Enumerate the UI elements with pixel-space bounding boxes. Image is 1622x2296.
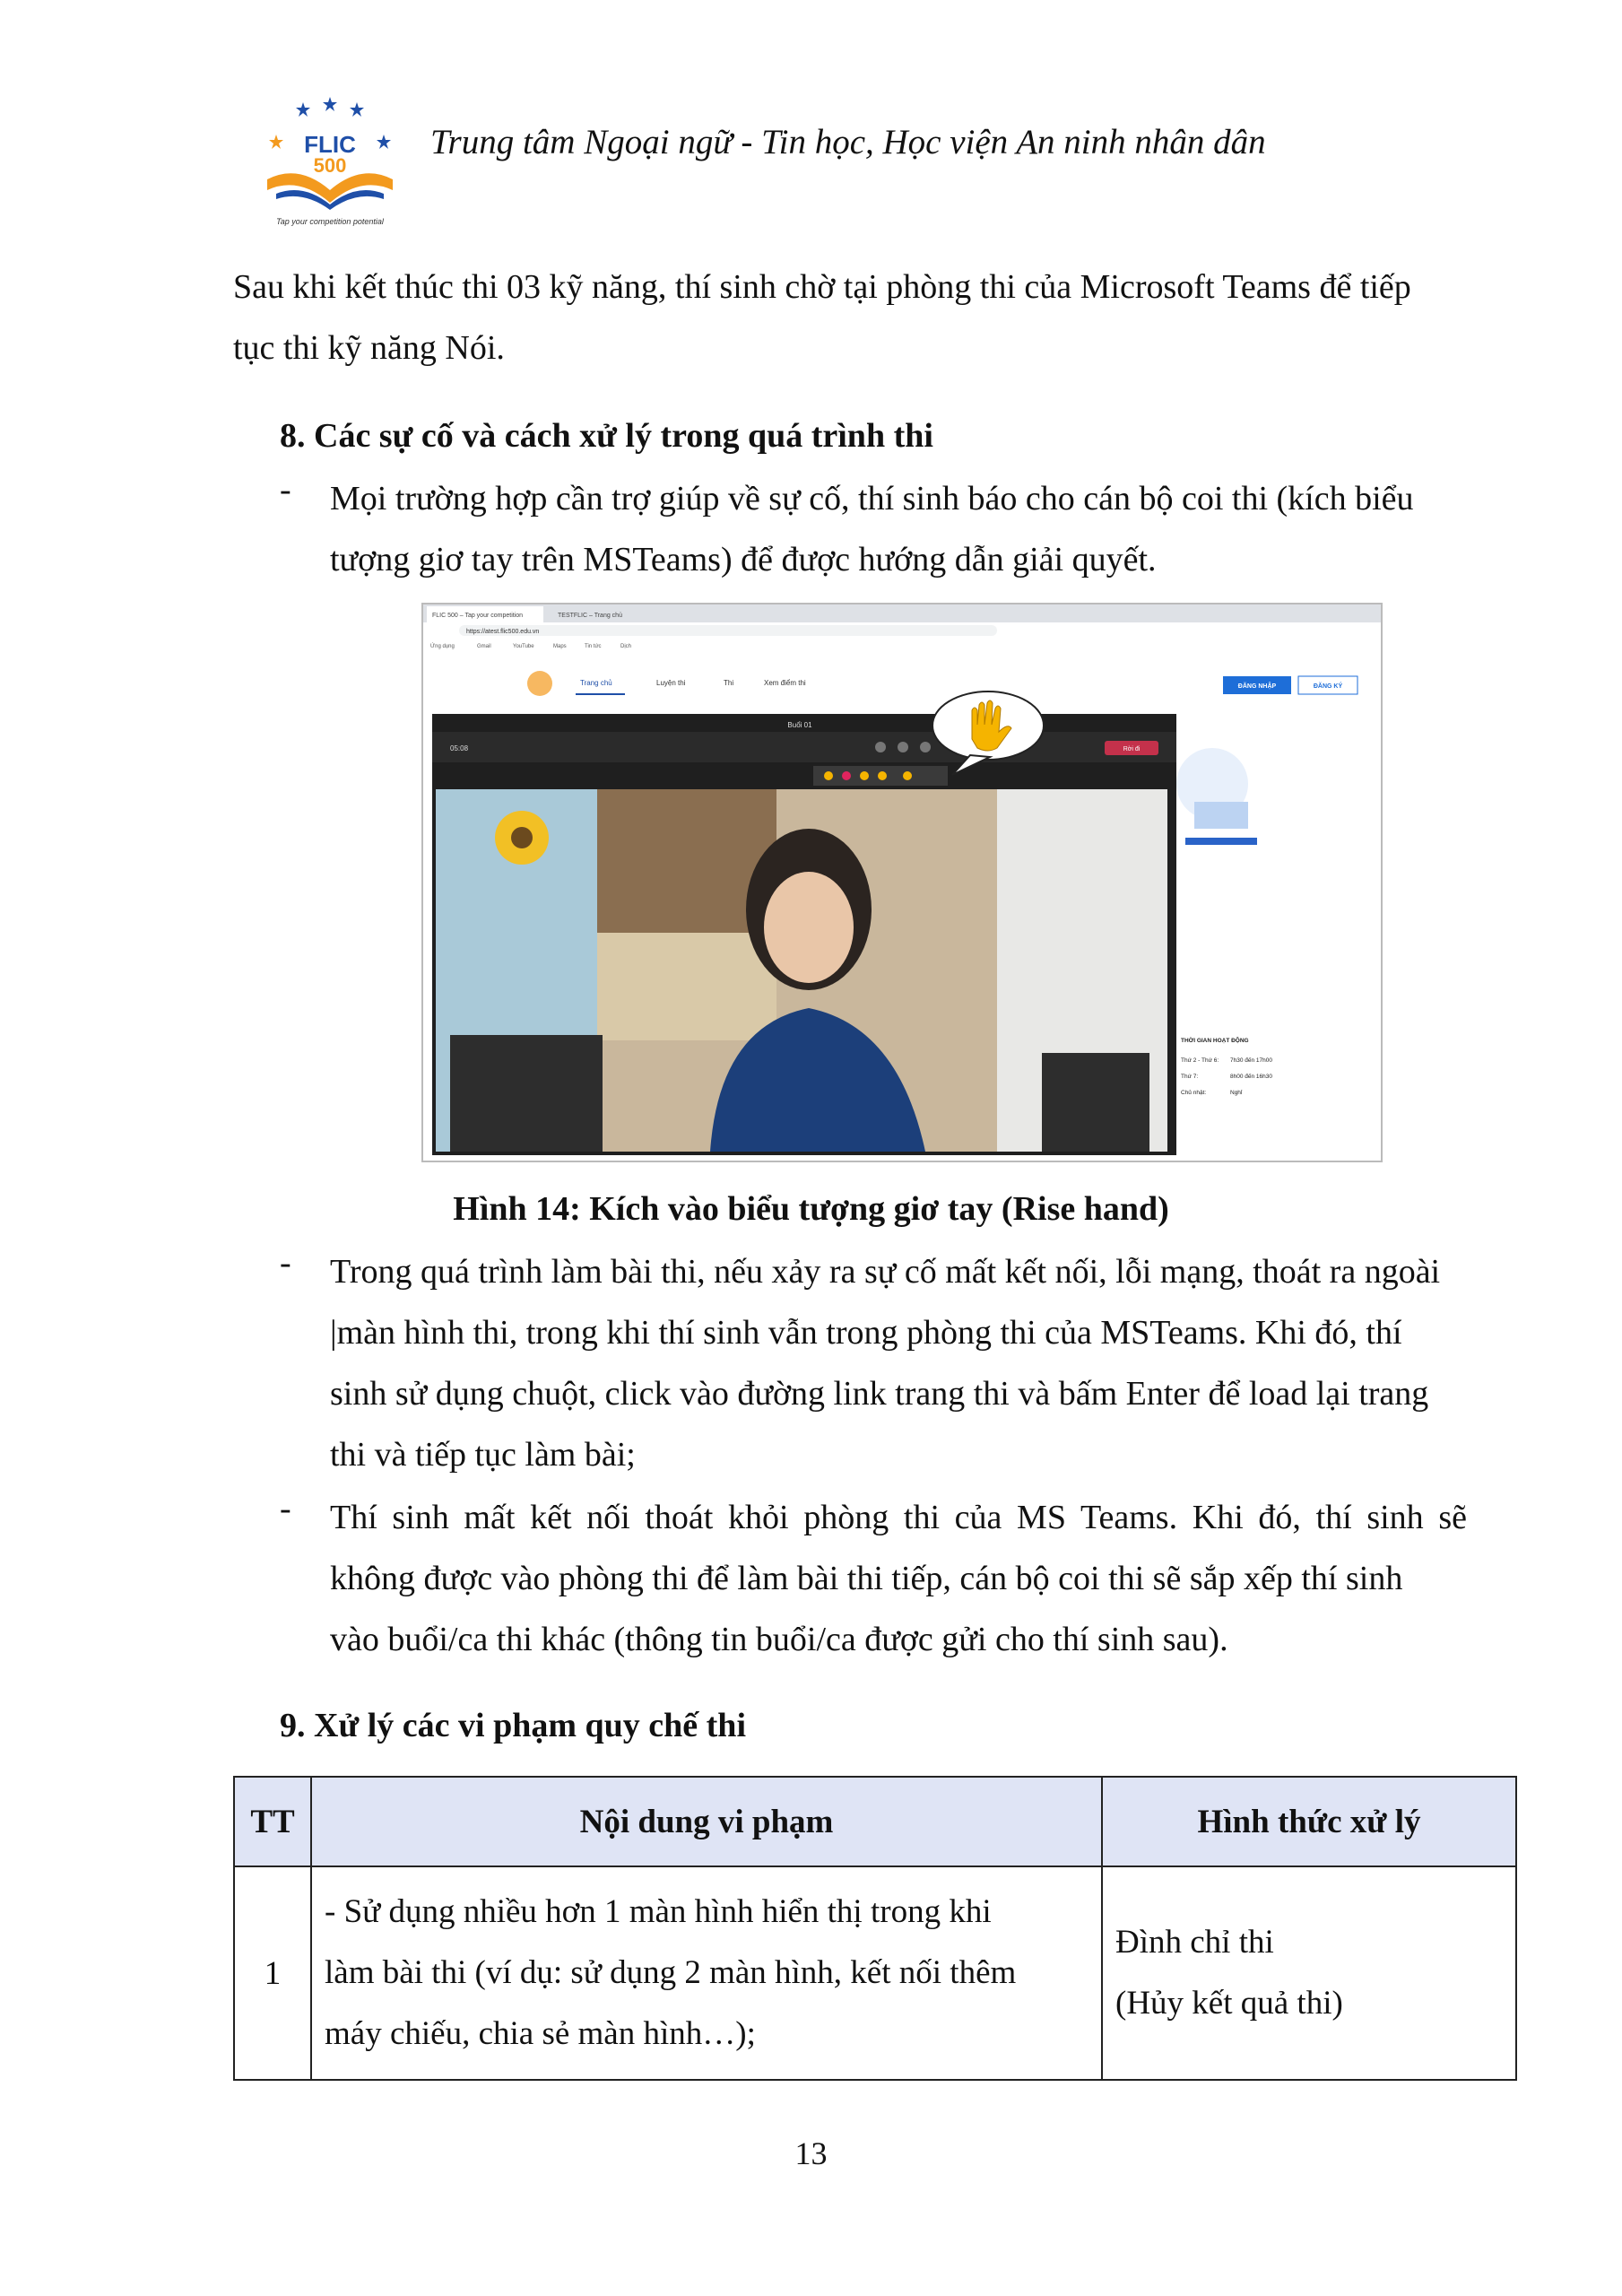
row-tt: 1	[234, 1866, 311, 2080]
header-title: Trung tâm Ngoại ngữ - Tin học, Học viện An ninh nhân dân	[430, 123, 1266, 161]
svg-text:Thi: Thi	[724, 679, 734, 687]
section-8-bullet-line-1: Mọi trường hợp cần trợ giúp về sự cố, thí sinh báo cho cán bộ coi thi (kích biểu	[330, 480, 1414, 517]
svg-text:Nghỉ: Nghỉ	[1230, 1090, 1243, 1096]
row-penalty	[1102, 1866, 1516, 2080]
svg-text:Buổi 01: Buổi 01	[787, 721, 812, 729]
flic500-logo	[240, 90, 411, 233]
svg-text:Xem điểm thi: Xem điểm thi	[764, 679, 806, 687]
svg-text:Ứng dụng: Ứng dụng	[430, 644, 455, 649]
svg-text:https://atest.flic500.edu.vn: https://atest.flic500.edu.vn	[466, 629, 540, 635]
header-tt: TT	[234, 1777, 311, 1866]
row-content-line: máy chiếu, chia sẻ màn hình…);	[325, 2015, 756, 2052]
svg-text:Thứ 7:: Thứ 7:	[1181, 1074, 1199, 1080]
svg-text:7h30 đến 17h00: 7h30 đến 17h00	[1230, 1057, 1272, 1064]
bullet-2-1-line-2: |màn hình thi, trong khi thí sinh vẫn trong phòng thi của MSTeams. Khi đó, thí	[330, 1314, 1402, 1352]
svg-text:Chủ nhật:: Chủ nhật:	[1181, 1090, 1207, 1096]
svg-text:Maps: Maps	[553, 644, 567, 649]
svg-text:Tap your competition potential: Tap your competition potential	[276, 217, 384, 226]
bullet-dash: -	[280, 1244, 291, 1282]
section-9-heading: 9. Xử lý các vi phạm quy chế thi	[280, 1707, 746, 1744]
bullet-2-1-line-3: sinh sử dụng chuột, click vào đường link trang thi và bấm Enter để load lại trang	[330, 1375, 1429, 1413]
svg-text:YouTube: YouTube	[513, 644, 534, 649]
row-content-line: - Sử dụng nhiều hơn 1 màn hình hiển thị trong khi	[325, 1893, 992, 1930]
header-penalty: Hình thức xử lý	[1102, 1777, 1516, 1866]
violations-table	[233, 1776, 1517, 2081]
svg-text:Tin tức: Tin tức	[585, 644, 602, 649]
bullet-dash: -	[280, 471, 291, 509]
table-header-row	[234, 1777, 1516, 1866]
intro-line-1: Sau khi kết thúc thi 03 kỹ năng, thí sinh chờ tại phòng thi của Microsoft Teams để tiếp	[233, 268, 1411, 306]
svg-text:THỜI GIAN HOẠT ĐỘNG: THỜI GIAN HOẠT ĐỘNG	[1181, 1038, 1249, 1044]
bullet-2-2-line-1: Thí sinh mất kết nối thoát khỏi phòng thi của MS Teams. Khi đó, thí sinh sẽ	[330, 1499, 1467, 1536]
bullet-2-2-line-3: vào buổi/ca thi khác (thông tin buổi/ca được gửi cho thí sinh sau).	[330, 1621, 1228, 1658]
svg-text:Dịch: Dịch	[620, 644, 632, 649]
svg-text:ĐĂNG KÝ: ĐĂNG KÝ	[1313, 683, 1343, 690]
bullet-2-1-line-4: thi và tiếp tục làm bài;	[330, 1436, 636, 1474]
header-content: Nội dung vi phạm	[311, 1777, 1102, 1866]
table-row	[234, 1866, 1516, 2080]
svg-text:FLIC: FLIC	[304, 131, 356, 158]
section-8-bullet-line-2: tượng giơ tay trên MSTeams) để được hướng dẫn giải quyết.	[330, 541, 1157, 578]
intro-line-2: tục thi kỹ năng Nói.	[233, 329, 505, 367]
svg-text:TESTFLIC – Trang chủ: TESTFLIC – Trang chủ	[558, 613, 622, 619]
figure-screenshot	[421, 603, 1383, 1162]
row-content	[311, 1866, 1102, 2080]
svg-text:05:08: 05:08	[450, 744, 469, 752]
page-number: 13	[794, 2135, 828, 2171]
svg-text:8h00 đến 16h30: 8h00 đến 16h30	[1230, 1074, 1272, 1080]
row-penalty-line: Đình chỉ thi	[1115, 1924, 1274, 1961]
svg-text:Trang chủ: Trang chủ	[580, 679, 612, 687]
bullet-2-1-line-1: Trong quá trình làm bài thi, nếu xảy ra sự cố mất kết nối, lỗi mạng, thoát ra ngoài	[330, 1253, 1441, 1291]
row-content-line: làm bài thi (ví dụ: sử dụng 2 màn hình, kết nối thêm	[325, 1954, 1017, 1991]
logo-graphic	[240, 90, 411, 233]
section-8-heading: 8. Các sự cố và cách xử lý trong quá trình thi	[280, 417, 933, 455]
figure-graphic	[423, 604, 1381, 1161]
row-penalty-line: (Hủy kết quả thi)	[1115, 1985, 1343, 2022]
svg-text:Gmail: Gmail	[477, 644, 491, 649]
svg-text:ĐĂNG NHẬP: ĐĂNG NHẬP	[1237, 683, 1277, 690]
svg-text:FLIC 500 – Tap your competitio: FLIC 500 – Tap your competition	[432, 613, 524, 619]
figure-caption: Hình 14: Kích vào biểu tượng giơ tay (Rise hand)	[453, 1190, 1169, 1228]
svg-text:Luyện thi: Luyện thi	[656, 679, 686, 687]
svg-text:500: 500	[313, 154, 347, 177]
bullet-dash: -	[280, 1490, 291, 1527]
svg-text:Thứ 2 - Thứ 6:: Thứ 2 - Thứ 6:	[1181, 1057, 1219, 1064]
bullet-2-2-line-2: không được vào phòng thi để làm bài thi tiếp, cán bộ coi thi sẽ sắp xếp thí sinh	[330, 1560, 1403, 1597]
svg-text:Rời đi: Rời đi	[1123, 746, 1141, 752]
